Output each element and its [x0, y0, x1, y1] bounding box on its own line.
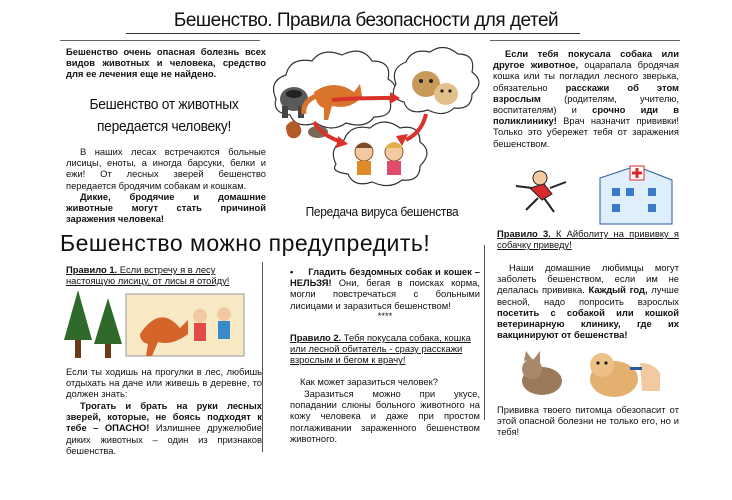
bite-advice-lead: Если тебя покусала собака или другое животное,	[493, 48, 679, 71]
virus-transmission-illustration	[266, 44, 488, 219]
frame-top-left	[60, 40, 260, 41]
prevention-heading: Бешенство можно предупредить!	[60, 230, 431, 256]
vet-pets-illustration	[506, 343, 666, 403]
rule1-heading	[66, 264, 262, 286]
running-kid-icon	[516, 171, 566, 212]
rule2-text: Тебя покусала собака, кошка или лесной обитатель - сразу расскажи взрослым и бегом к врачу!	[290, 332, 471, 366]
infection-question: Как может заразиться человек?	[300, 376, 438, 387]
bite-advice-bold2: срочно иди в поликлинику!	[493, 104, 679, 127]
wild-animals-paragraph: В наших лесах встречаются больные лисицы, еноты, а иногда барсуки, белки и ежи! От лесных зверей бешенство передается бродячим собакам и кошкам.	[66, 146, 266, 191]
rule1-bullet	[66, 400, 262, 456]
intro-text: Бешенство очень опасная болезнь всех видов животных и человека, средство для ее лечения еще не найдено.	[66, 46, 266, 80]
rule3-paragraph	[497, 262, 679, 340]
puppy-icon	[590, 353, 638, 397]
rule1-text: Если встречу я в лесу настоящую лисицу, от лисы я отойду!	[66, 264, 230, 287]
stray-animals-bullet	[290, 266, 480, 311]
title-underline	[126, 33, 580, 34]
fox-children-illustration	[64, 290, 246, 362]
pine-tree-icon	[64, 290, 122, 358]
rule3-heading	[497, 228, 679, 250]
rule2-text-block	[290, 332, 480, 366]
rule1-label: Правило 1.	[66, 264, 118, 275]
bite-advice-tail: Врач назначит прививки! Только это убережет тебя от заражения бешенством.	[493, 115, 679, 149]
bite-advice-paragraph	[493, 48, 679, 149]
rule3-p1b: Каждый год,	[588, 284, 648, 296]
stars-separator: ****	[377, 310, 393, 321]
infection-answer: Заразиться можно при укусе, попадании слюны больного животного на кожу человека и даже при простом поглаживании зараженного бешенством животного.	[290, 388, 480, 444]
rule2-label: Правило 2.	[290, 332, 342, 343]
cloud-shape	[274, 47, 479, 185]
infection-cause-paragraph: Дикие, бродячие и домашние животные могут стать причиной заражения человека!	[66, 191, 266, 225]
stray-animals-bullet-rest: Они, бегая в поисках корма, могли повстречаться с больными лисицами и заразиться бешенством!	[290, 277, 480, 311]
page-title: Бешенство. Правила безопасности для детей	[173, 10, 559, 31]
frame-top-right	[490, 40, 680, 41]
stray-animals-bullet-bold: Гладить бездомных собак и кошек – НЕЛЬЗЯ!	[290, 266, 480, 289]
rule3-label: Правило 3.	[497, 228, 551, 239]
hospital-building-icon	[600, 166, 672, 224]
kitten-icon	[522, 351, 562, 395]
transmission-caption: Передача вируса бешенства	[305, 204, 459, 219]
bite-advice-mid1: оцарапала бродячая кошка или ты погладил лесного зверька, обязательно	[493, 59, 679, 93]
hospital-illustration	[500, 158, 680, 228]
rule3-p1d: посетить с собакой или кошкой ветеринарную клинику, где их вакцинируют от бешенства!	[497, 306, 679, 341]
rule1-bullet-rest: Излишнее дружелюбие диких животных – один из признаков бешенства.	[66, 422, 262, 456]
divider-left-column	[262, 262, 263, 452]
rule3-p1c: лучше весной, надо попросить взрослых	[497, 284, 679, 307]
rule1-body: Если ты ходишь на прогулки в лес, любишь отдыхать на даче или живешь в деревне, то должен знать:	[66, 366, 262, 400]
rule1-bullet-bold: Трогать и брать на руки лесных зверей, которые, не боясь подходят к тебе – ОПАСНО!	[66, 400, 262, 434]
heading-animals-line1: Бешенство от животных	[89, 96, 239, 113]
divider-right-column	[484, 245, 485, 420]
bite-advice-mid2: (родителям, учителю, воспитателям) и	[493, 92, 679, 116]
heading-animals-line2: передается человеку!	[96, 118, 232, 135]
rule3-p1a: Наши домашние любимцы могут заболеть бешенством, если им не делалась прививка.	[497, 262, 679, 296]
rule3-text: К Айболиту на прививку я собачку приведу!	[497, 228, 680, 251]
bite-advice-bold1: расскажи об этом взрослым	[493, 81, 679, 104]
stray-animals-bullet-mark: •	[290, 266, 309, 277]
rule3-conclusion: Прививка твоего питомца обезопасит от этой опасной болезни не только его, но и тебя!	[497, 404, 679, 438]
